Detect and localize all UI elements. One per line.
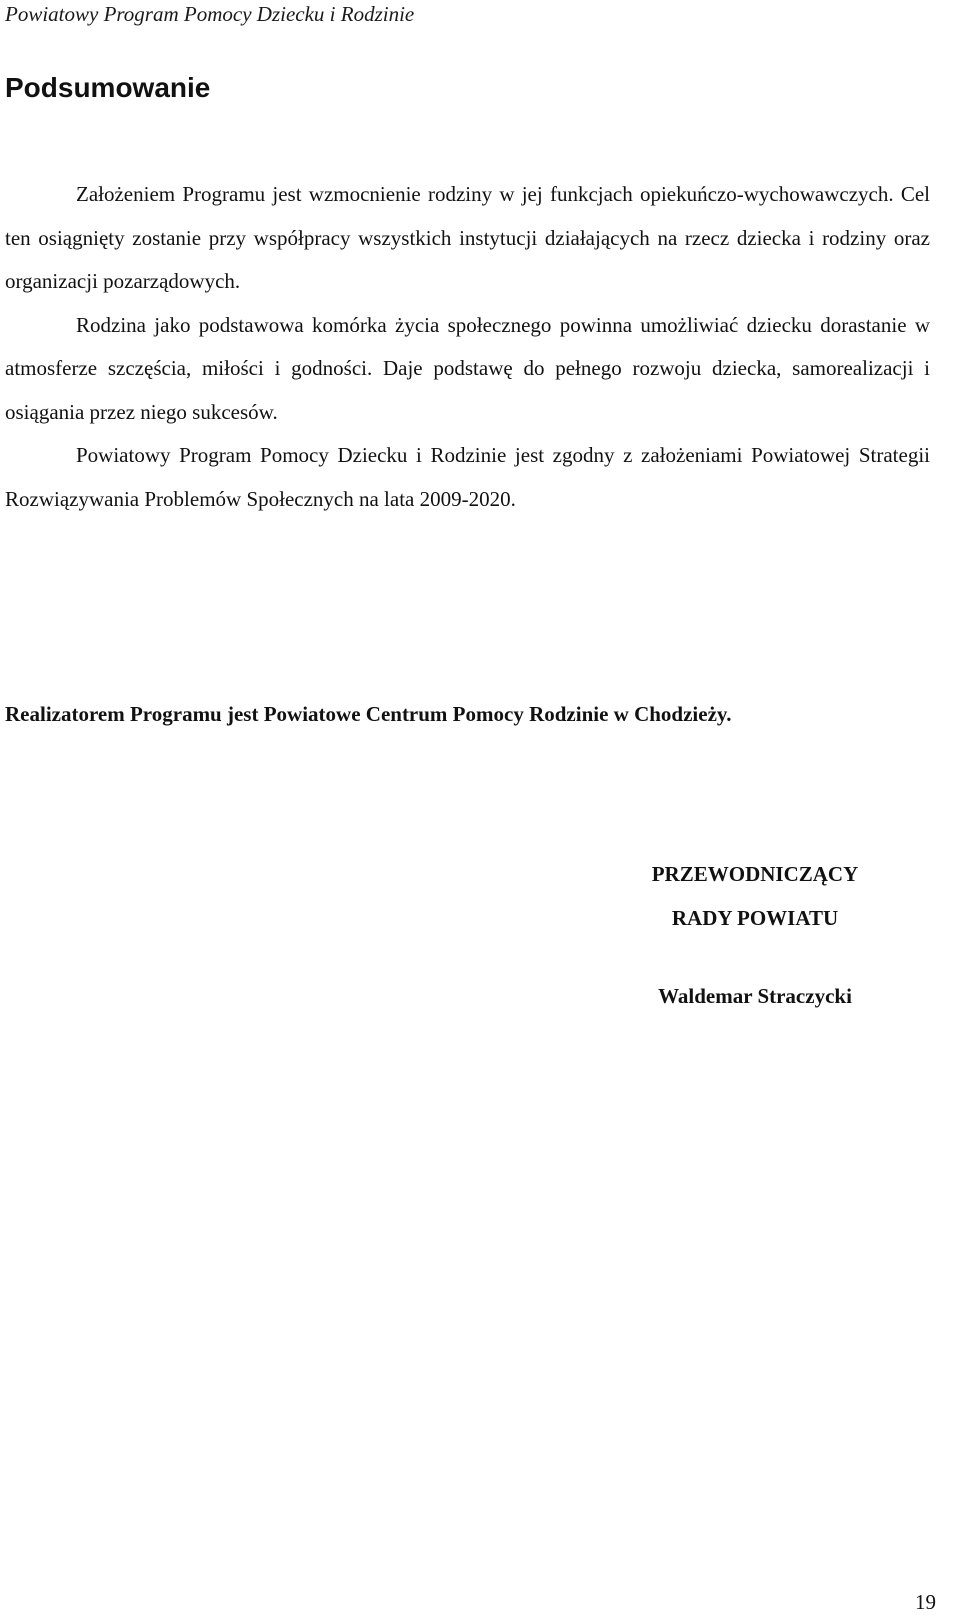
section-title: Podsumowanie <box>5 72 211 103</box>
page-number: 19 <box>915 1590 936 1614</box>
signature-title-chairman: PRZEWODNICZĄCY <box>651 862 859 886</box>
running-header: Powiatowy Program Pomocy Dziecku i Rodzinie <box>5 2 415 26</box>
signature-block <box>560 852 950 1010</box>
paragraph-program-goal: Założeniem Programu jest wzmocnienie rodziny w jej funkcjach opiekuńczo-wychowawczych. Cel ten osiągnięty zostanie przy współpracy wszystkich instytucji działających na rzecz dziecka i rodziny oraz organizacji pozarządowych. <box>5 182 930 293</box>
paragraph-strategy-compliance: Powiatowy Program Pomocy Dziecku i Rodzinie jest zgodny z założeniami Powiatowej Strategii Rozwiązywania Problemów Społecznych na lata 2009-2020. <box>5 443 930 511</box>
program-implementer: Realizatorem Programu jest Powiatowe Centrum Pomocy Rodzinie w Chodzieży. <box>5 702 732 726</box>
signature-name: Waldemar Straczycki <box>658 984 852 1008</box>
summary-body <box>5 173 930 521</box>
signature-title-council: RADY POWIATU <box>671 906 839 930</box>
paragraph-family-role: Rodzina jako podstawowa komórka życia społecznego powinna umożliwiać dziecku dorastanie w atmosferze szczęścia, miłości i godności. Daje podstawę do pełnego rozwoju dziecka, samorealizacji i osiągania przez niego sukcesów. <box>5 312 930 424</box>
